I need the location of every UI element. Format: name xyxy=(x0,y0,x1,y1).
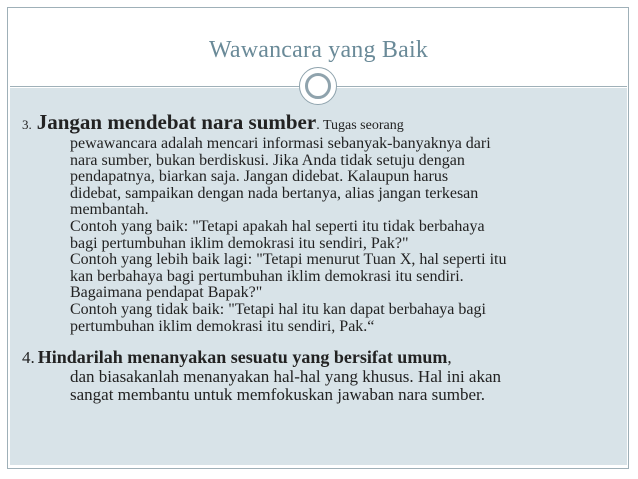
list-item-3 xyxy=(22,112,618,335)
slide-body xyxy=(22,112,618,404)
spacer xyxy=(22,335,618,347)
slide-title: Wawancara yang Baik xyxy=(208,37,429,63)
item-heading-line xyxy=(22,347,618,368)
item-number: 3. xyxy=(22,117,32,132)
item-heading-tail: , xyxy=(447,348,452,368)
circle-ornament-ring-icon xyxy=(305,73,331,99)
item-heading: Hindarilah menanyakan sesuatu yang bersifat umum xyxy=(37,347,448,368)
list-item-4 xyxy=(22,347,618,404)
item-number: 4. xyxy=(22,348,35,368)
item-body: dan biasakanlah menanyakan hal-hal yang khusus. Hal ini akan sangat membantu untuk memfokuskan jawaban nara sumber. xyxy=(70,367,502,405)
item-heading: Jangan mendebat nara sumber xyxy=(36,110,317,134)
item-heading-tail: . Tugas seorang xyxy=(316,118,404,133)
item-heading-line xyxy=(22,112,618,136)
item-body: pewawancara adalah mencari informasi sebanyak-banyaknya dari nara sumber, bukan berdiskusi. Jika Anda tidak setuju dengan pendapatnya, biarkan saja. Jangan didebat. Kalaupun harus didebat, sampaikan dengan nada bertanya, alias jangan terkesan membantah. Contoh yang baik: "Tetapi apakah hal seperti itu tidak berbahaya bagi pertumbuhan iklim demokrasi itu sendiri, Pak?" Contoh yang lebih baik lagi: "Tetapi menurut Tuan X, hal seperti itu kan berbahaya bagi pertumbuhan iklim demokrasi itu sendiri. Bagaimana pendapat Bapak?" Contoh yang tidak baik: "Tetapi hal itu kan dapat berbahaya bagi pertumbuhan iklim demokrasi itu sendiri, Pak.“ xyxy=(70,135,507,335)
